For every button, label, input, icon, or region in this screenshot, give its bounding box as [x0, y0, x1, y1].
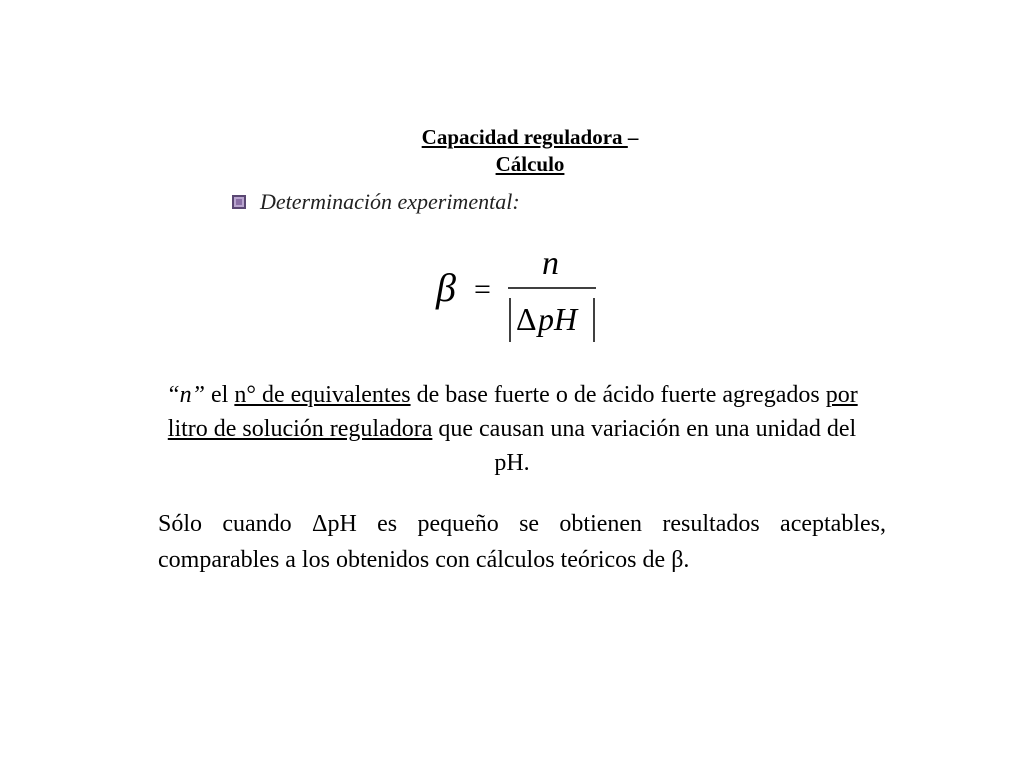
desc-quote-close: ” — [191, 382, 206, 408]
note-text-3: . — [683, 547, 690, 573]
formula-numerator: n — [542, 245, 559, 282]
desc-quote-open: “ — [166, 382, 180, 408]
formula-ph: pH — [538, 301, 578, 337]
desc-underline-2: por litro de solución reguladora — [167, 382, 858, 442]
desc-text-1: el — [205, 382, 235, 408]
desc-underline-1: n° de equivalentes — [234, 382, 411, 408]
desc-text-3: que causan una variación en una unidad del pH. — [432, 416, 857, 476]
slide-title — [300, 124, 760, 178]
slide-bullet-icon — [232, 195, 246, 209]
note-text-2: pH es pequeño se obtienen resultados aceptables, comparables a los obtenidos con cálculos teóricos de — [158, 511, 886, 573]
note-delta: Δ — [312, 511, 328, 537]
note-text-1: Sólo cuando — [158, 511, 312, 537]
bullet-item — [232, 187, 520, 217]
title-line-2: Cálculo — [495, 152, 565, 176]
note-beta: β — [671, 547, 684, 573]
formula-delta: Δ — [516, 301, 537, 337]
note-paragraph — [158, 506, 886, 578]
definition-paragraph — [150, 378, 874, 480]
desc-text-2: de base fuerte o de ácido fuerte agregados — [410, 382, 826, 408]
title-dash: – — [627, 125, 639, 149]
formula-beta: β — [436, 265, 456, 310]
title-text-1: Capacidad reguladora — [421, 125, 628, 149]
bullet-text: Determinación experimental: — [260, 189, 520, 214]
desc-n-var: n — [179, 382, 192, 408]
formula-equals: = — [474, 273, 491, 306]
buffer-capacity-formula — [436, 246, 606, 346]
title-line-1 — [300, 124, 760, 151]
